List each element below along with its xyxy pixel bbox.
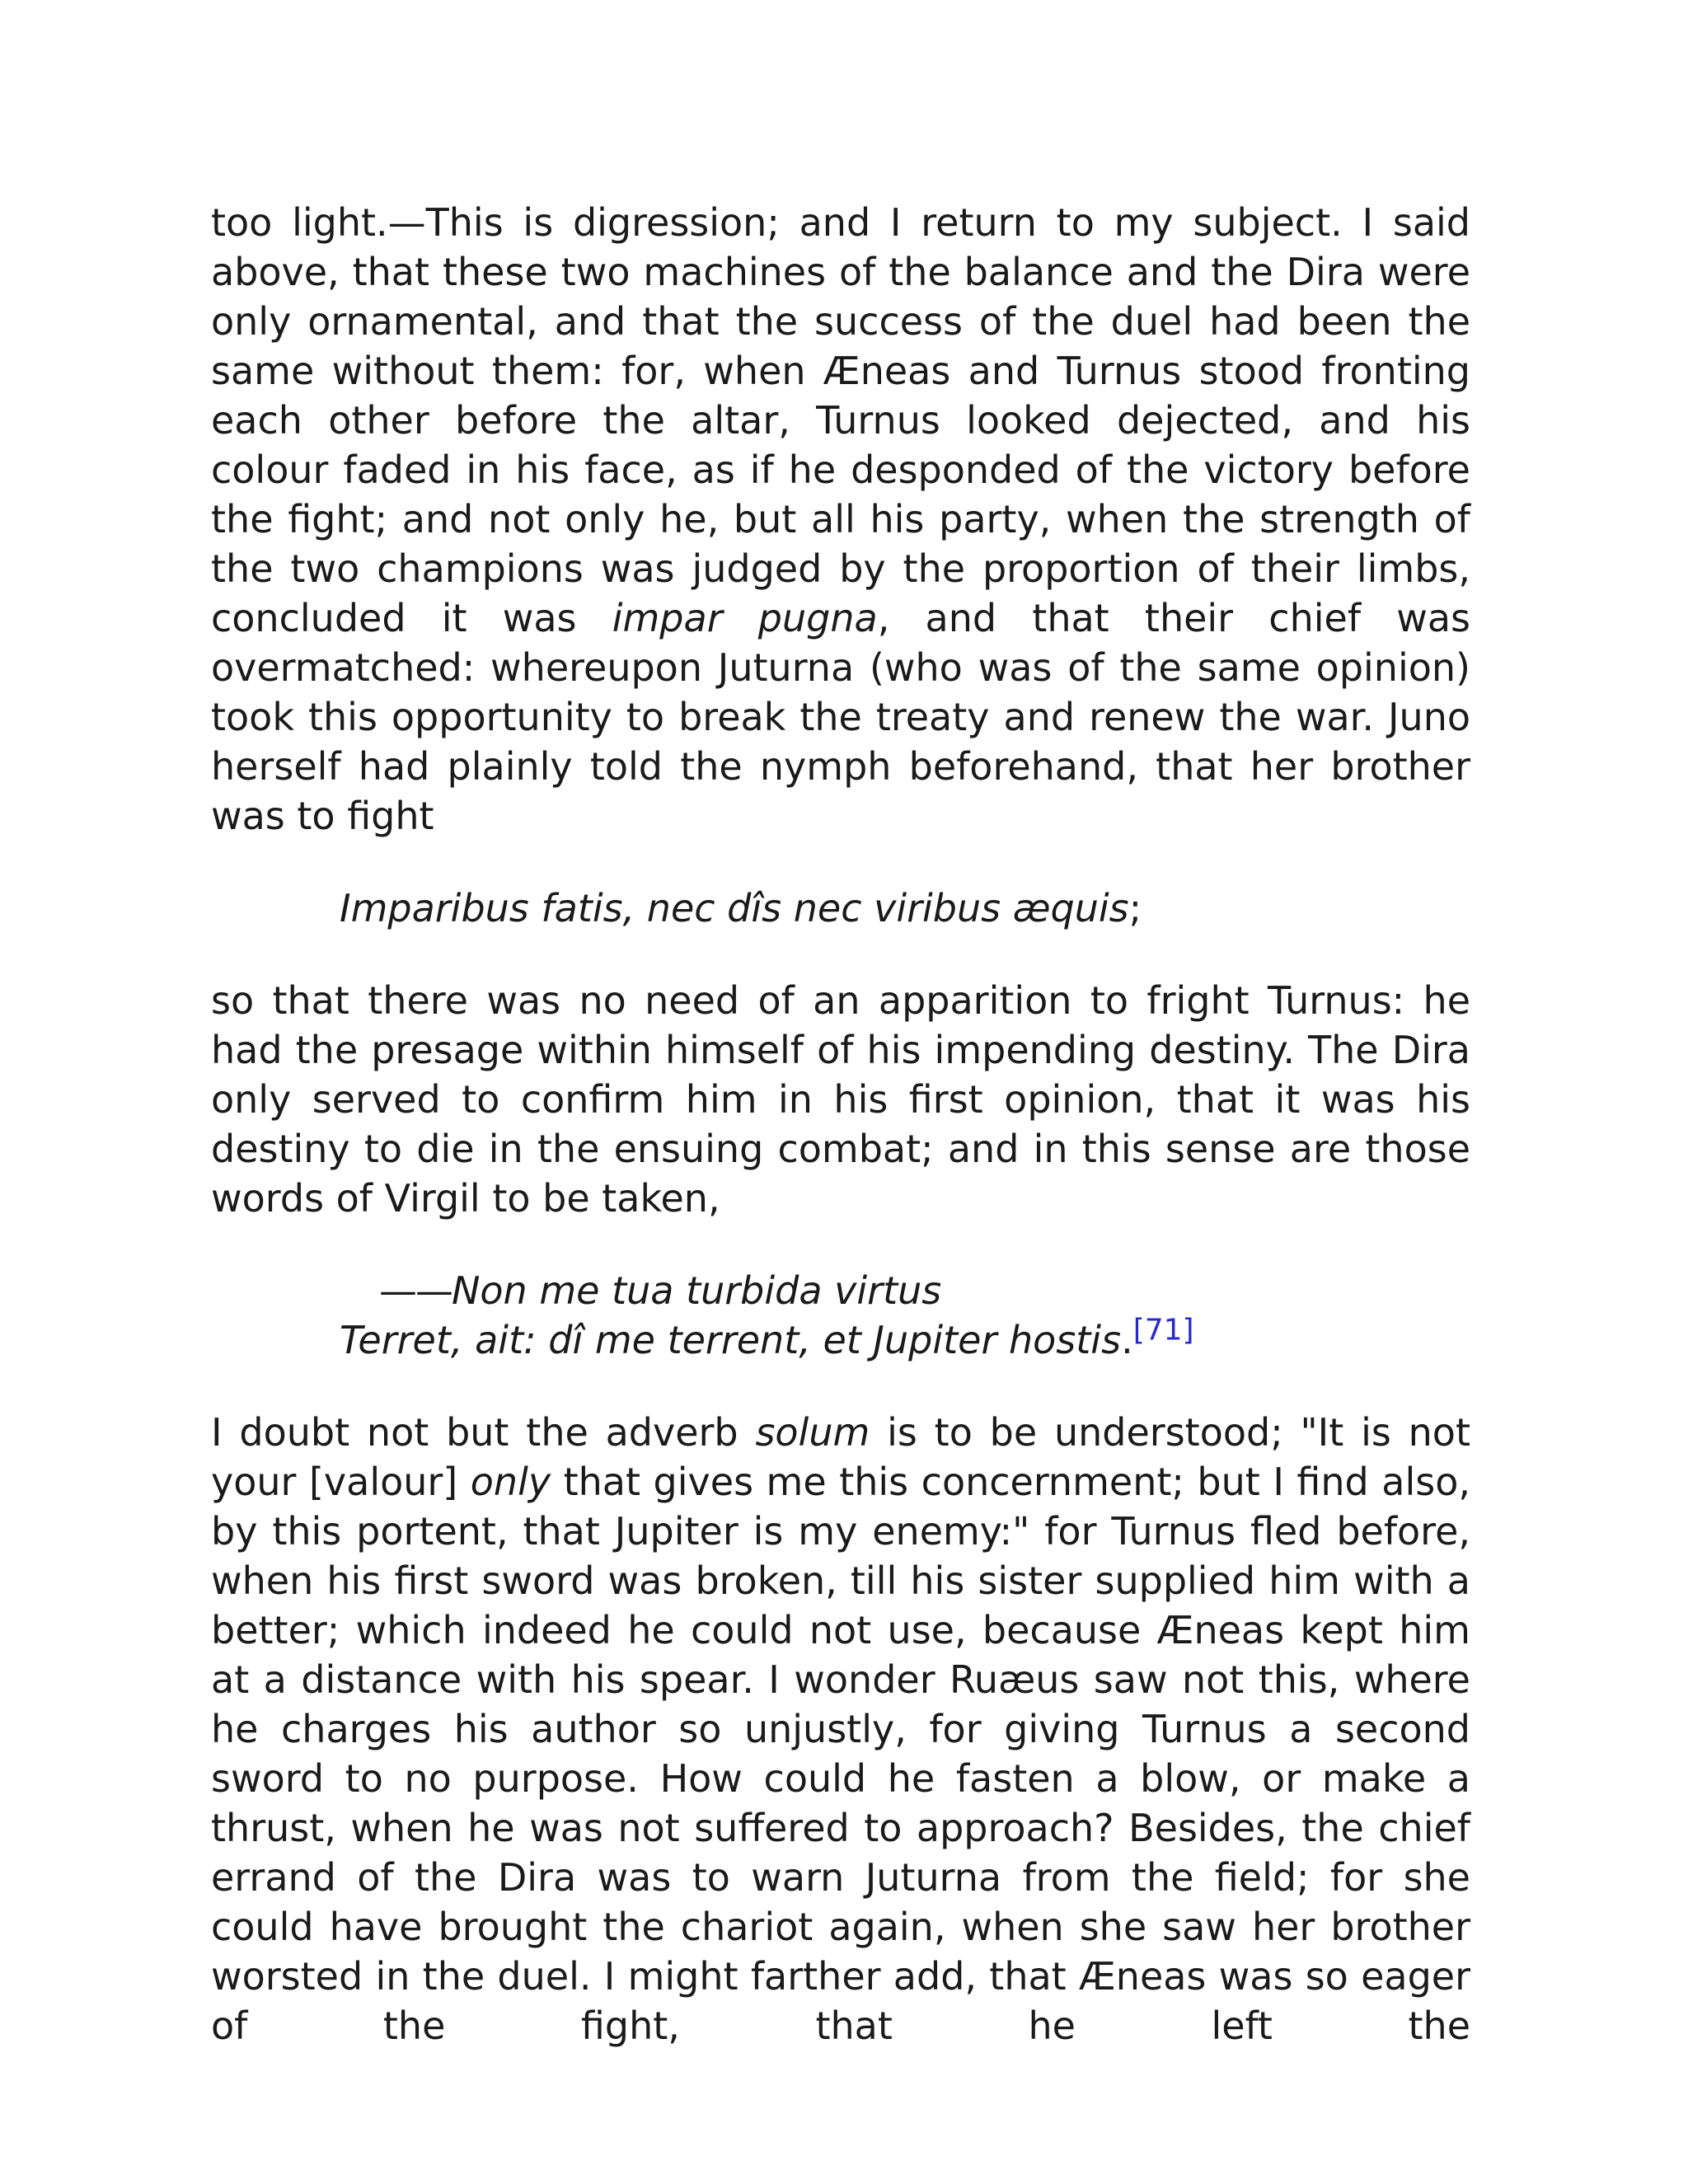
latin-quote-1-text: Imparibus fatis, nec dîs nec viribus æquis xyxy=(340,886,1129,930)
latin-quote-2 xyxy=(340,1266,1470,1365)
latin-quote-2-dash: —— xyxy=(379,1268,452,1313)
latin-quote-2-line-1 xyxy=(340,1266,1470,1315)
latin-quote-1-punct: ; xyxy=(1128,886,1142,930)
latin-quote-2-punct: . xyxy=(1121,1318,1133,1362)
latin-quote-2-line-1-text: Non me tua turbida virtus xyxy=(452,1268,942,1313)
paragraph-1-text-a: too light.—This is digression; and I return to my subject. I said above, that these two machines of the balance and the Dira were only ornamental, and that the success of the duel had been the same without them: for, when Æneas and Turnus stood fronting each other before the altar, Turnus looked dejected, and his colour faded in his face, as if he desponded of the victory before the fight; and not only he, but all his party, when the strength of the two champions was judged by the proportion of their limbs, concluded it was xyxy=(211,200,1470,640)
paragraph-1-text-b: , and that their chief was overmatched: whereupon Juturna (who was of the same opinion) took this opportunity to break the treaty and renew the war. Juno herself had plainly told the nymph beforehand, that her brother was to fight xyxy=(211,596,1470,838)
paragraph-1 xyxy=(211,198,1470,841)
latin-quote-2-line-2-text: Terret, ait: dî me terrent, et Jupiter hostis xyxy=(340,1318,1122,1362)
paragraph-3-text-b: is to be understood; "It is not your [valour] xyxy=(211,1410,1470,1504)
paragraph-3-text-a: I doubt not but the adverb xyxy=(211,1410,756,1455)
paragraph-3 xyxy=(211,1408,1470,2050)
paragraph-1-italic-phrase: impar pugna xyxy=(612,596,878,640)
paragraph-2 xyxy=(211,976,1470,1223)
latin-quote-2-line-2 xyxy=(340,1315,1470,1365)
paragraph-2-text: so that there was no need of an apparition to fright Turnus: he had the presage within himself of his impending destiny. The Dira only served to confirm him in his first opinion, that it was his destiny to die in the ensuing combat; and in this sense are those words of Virgil to be taken, xyxy=(211,978,1470,1221)
latin-quote-1 xyxy=(340,883,1470,933)
page-body xyxy=(211,198,1470,2050)
latin-quote-1-line xyxy=(340,883,1470,933)
paragraph-3-italic-only: only xyxy=(470,1460,551,1504)
paragraph-3-text-c: that gives me this concernment; but I find also, by this portent, that Jupiter is my enemy:" for Turnus fled before, when his first sword was broken, till his sister supplied him with a better; which indeed he could not use, because Æneas kept him at a distance with his spear. I wonder Ruæus saw not this, where he charges his author so unjustly, for giving Turnus a second sword to no purpose. How could he fasten a blow, or make a thrust, when he was not suffered to approach? Besides, the chief errand of the Dira was to warn Juturna from the field; for she could have brought the chariot again, when she saw her brother worsted in the duel. I might farther add, that Æneas was so eager of the fight, that he left the xyxy=(211,1460,1470,2048)
footnote-link-71[interactable]: [71] xyxy=(1132,1313,1194,1347)
paragraph-3-italic-solum: solum xyxy=(755,1410,870,1455)
